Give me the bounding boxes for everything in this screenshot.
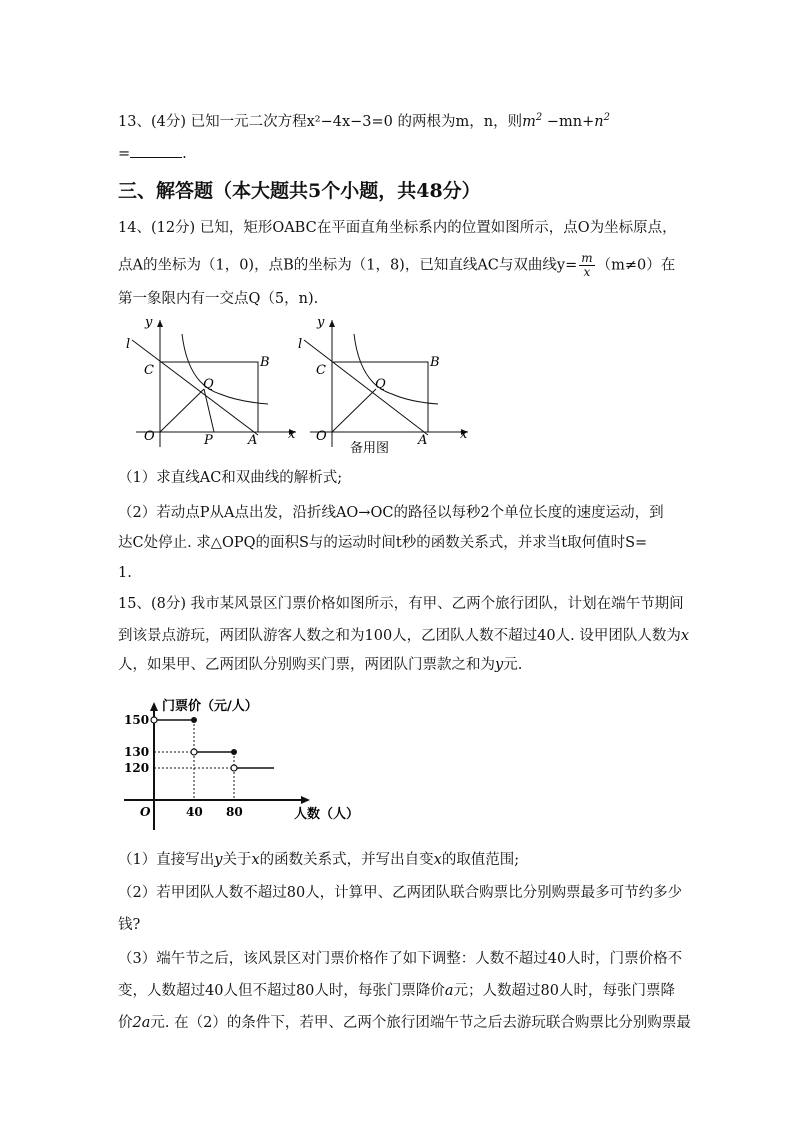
q13-m: m	[522, 113, 536, 130]
q14-line3: 第一象限内有一交点Q（5，n).	[118, 291, 319, 307]
q15-sub3-line1: （3）端午节之后，该风景区对门票价格作了如下调整：人数不超过40人时，门票价格不	[118, 951, 683, 967]
chart-closed-dot-0	[191, 717, 197, 723]
fig1-label-x: x	[288, 427, 296, 442]
fig1-label-P: P	[204, 433, 213, 448]
fig1-y-arrow	[157, 320, 163, 327]
chart-origin: O	[140, 805, 151, 819]
fig2-label-C: C	[316, 363, 326, 378]
q15-line2	[118, 626, 689, 646]
q15-sub3-l2-b: 元；人数超过80人时，每张门票降	[453, 983, 676, 999]
q15-line3-b: 元.	[503, 657, 523, 673]
chart-open-dot-1	[191, 749, 197, 755]
chart-xtick-40: 40	[186, 805, 203, 819]
q15-line3	[118, 655, 522, 675]
q14-sub2-line3: 1.	[118, 565, 132, 581]
q15-line3-a: 人，如果甲、乙两团队分别购买门票，两团队门票款之和为	[118, 657, 495, 673]
q13-exp2: 2	[603, 112, 610, 123]
fig2-line-l	[304, 340, 428, 435]
fig1-segment-QP	[204, 389, 214, 432]
q15-sub2-line1: （2）若甲团队人数不超过80人，计算甲、乙两团队联合购票比分别购票最多可节约多少	[118, 885, 683, 901]
chart-open-dot-2	[231, 765, 237, 771]
fig2-label-l: l	[298, 337, 303, 352]
fig1-segment-OQ	[160, 389, 204, 432]
q15-sub3-2a: 2a	[132, 1015, 151, 1031]
q13-line2: = .	[118, 143, 187, 164]
fig2-hyperbola	[354, 334, 438, 404]
chart-xtick-80: 80	[226, 805, 243, 819]
section-3-title: 三、解答题（本大题共5个小题，共48分）	[118, 180, 481, 202]
chart-ytick-130: 130	[124, 745, 150, 759]
q15-sub3-l2-a: 变，人数超过40人但不超过80人时，每张门票降价	[118, 983, 445, 999]
fig2-label-y: y	[317, 315, 325, 330]
q15-line1: 15、(8分) 我市某风景区门票价格如图所示，有甲、乙两个旅行团队，计划在端午节期间	[118, 596, 684, 612]
q13-mid: −mn+	[542, 113, 595, 130]
q14-line2-b: （m≠0）在	[596, 257, 676, 274]
q15-sub3-a: a	[444, 983, 454, 999]
q15-sub2-line2: 钱?	[118, 917, 141, 933]
q14-line2	[118, 252, 675, 279]
fig1-label-A: A	[248, 433, 258, 448]
q15-sub1-x2: x	[433, 852, 442, 868]
fig2-label-x: x	[460, 427, 468, 442]
q14-line2-a: 点A的坐标为（1，0)，点B的坐标为（1，8)，已知直线AC与双曲线y=	[118, 257, 578, 274]
fig2-label-Q: Q	[375, 377, 386, 392]
fig1-line-l	[132, 340, 258, 435]
fig1-label-y: y	[145, 315, 153, 330]
q15-sub1-x: x	[251, 852, 260, 868]
q13-line1	[118, 108, 610, 132]
q14-sub1: （1）求直线AC和双曲线的解析式;	[118, 470, 343, 486]
chart-title: 门票价（元/人）	[162, 699, 258, 714]
q13-n: n	[594, 113, 604, 130]
fig1-label-l: l	[126, 337, 131, 352]
q15-sub3-l3-b: 元. 在（2）的条件下，若甲、乙两个旅行团端午节之后去游玩联合购票比分别购票最	[150, 1015, 691, 1031]
q15-sub1-d: 的取值范围;	[441, 852, 520, 868]
q14-sub2-line2: 达C处停止. 求△OPQ的面积S与的运动时间t秒的函数关系式，并求当t取何值时S=	[118, 535, 648, 551]
chart-marks	[124, 713, 274, 819]
chart-xlabel: 人数（人）	[294, 807, 360, 822]
fig2-label-A: A	[418, 433, 428, 448]
q14-figure-main	[118, 312, 308, 452]
q13-eq: =	[118, 146, 131, 162]
fig2-label-B: B	[430, 355, 440, 370]
q15-var-y: y	[495, 657, 504, 673]
q13-answer-blank	[130, 143, 182, 158]
fig1-label-Q: Q	[203, 377, 214, 392]
fig1-label-C: C	[144, 363, 154, 378]
q14-frac-den: x	[583, 265, 591, 279]
fig2-caption: 备用图	[350, 441, 390, 456]
q15-sub1-a: （1）直接写出	[118, 852, 215, 868]
q13-exp1: 2	[535, 112, 543, 123]
q14-fraction	[579, 252, 594, 279]
q14-figure-backup	[292, 312, 482, 457]
q14-line1: 14、(12分) 已知，矩形OABC在平面直角坐标系内的位置如图所示，点O为坐标原点，	[118, 220, 677, 236]
fig2-y-arrow	[329, 320, 335, 327]
q15-sub3-line2	[118, 981, 675, 1001]
fig1-hyperbola	[182, 334, 268, 404]
q15-var-x: x	[680, 628, 690, 644]
chart-open-dot-0	[151, 717, 157, 723]
fig2-label-O: O	[316, 429, 327, 444]
chart-y-arrow	[150, 702, 158, 711]
fig2-segment-OQ	[332, 389, 376, 432]
q15-sub1-c: 的函数关系式，并写出自变	[259, 852, 434, 868]
q14-frac-num: m	[581, 251, 593, 265]
q14-sub2-line1: （2）若动点P从A点出发，沿折线AO→OC的路径以每秒2个单位长度的速度运动，到	[118, 505, 664, 521]
q15-sub3-line3	[118, 1013, 691, 1033]
q15-sub1-b: 关于	[222, 852, 252, 868]
q15-line2-a: 到该景点游玩，两团队游客人数之和为100人，乙团队人数不超过40人. 设甲团队人数为	[118, 628, 681, 644]
chart-x-arrow	[301, 796, 310, 804]
fig1-label-O: O	[144, 429, 155, 444]
chart-closed-dot-1	[231, 749, 237, 755]
q15-sub3-l3-a: 价	[118, 1015, 133, 1031]
fig1-label-B: B	[260, 355, 270, 370]
ticket-price-chart	[118, 690, 368, 840]
q15-sub1-y: y	[214, 852, 223, 868]
chart-ytick-150: 150	[124, 713, 150, 727]
chart-ytick-120: 120	[124, 761, 150, 775]
q13-prefix: 13、(4分) 已知一元二次方程x²−4x−3=0 的两根为m，n，则	[118, 113, 523, 130]
q15-sub1	[118, 850, 519, 870]
